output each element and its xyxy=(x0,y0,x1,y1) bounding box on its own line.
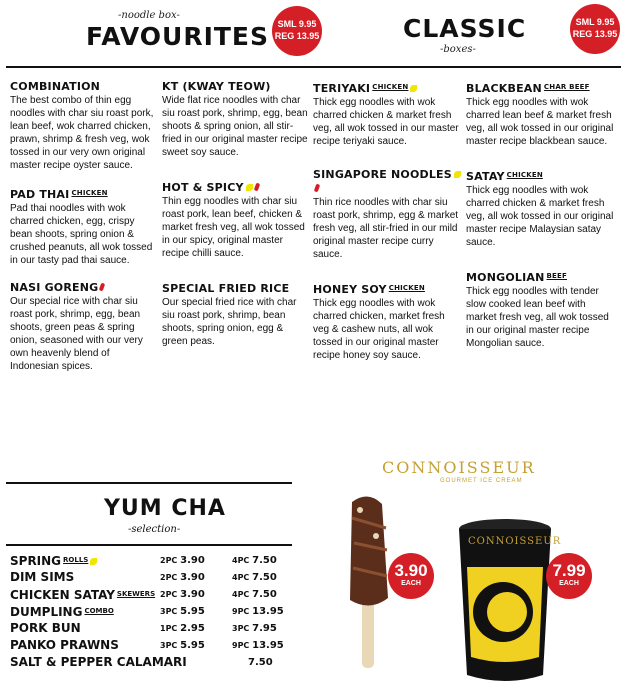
chili-icon xyxy=(99,283,105,292)
item-title: HONEY SOY $^{CHICKEN}$ xyxy=(313,283,425,296)
item-description: Pad thai noodles with wok charred chicken, egg, crispy bean shoots, spring onion & crushed peanuts, all wok tossed in our tasty pad thai sauce. xyxy=(10,203,153,266)
item-title: PAD THAI $^{CHICKEN}$ xyxy=(10,188,108,201)
yum-cha-divider xyxy=(6,482,292,484)
item-tag: CHICKEN xyxy=(71,189,108,197)
yum-cha-title: YUM CHA xyxy=(104,496,226,521)
chocolate-coating xyxy=(350,496,388,605)
item-description: Thin rice noodles with char siu roast pork, shrimp, egg & market fresh veg, all stir-fried in our mild original master recipe curry sauce. xyxy=(313,197,459,260)
item-description: Our special fried rice with char siu roast pork, shrimp, bean shoots, spring onion, egg & green peas. xyxy=(162,297,297,347)
item-tag: CHICKEN xyxy=(372,83,409,91)
item-title: SINGAPORE NOODLES xyxy=(313,168,461,196)
item-title: KT (KWAY TEOW) xyxy=(162,80,271,93)
classic-price-badge xyxy=(570,4,620,54)
menu-item-pad-thai[interactable] xyxy=(10,186,158,267)
item-description: Thin egg noodles with char siu roast pork, lean beef, chicken & market fresh veg, all wok tossed in our spicy, original master recipe chilli sauce. xyxy=(162,196,305,259)
vegetarian-leaf-icon xyxy=(90,558,97,565)
item-tag: CHICKEN xyxy=(506,171,543,179)
item-tag: BEEF xyxy=(546,272,567,280)
menu-item-nasi-goreng[interactable] xyxy=(10,281,158,373)
item-title: SPECIAL FRIED RICE xyxy=(162,282,290,295)
item-description: Wide flat rice noodles with char siu roast pork, shrimp, egg, bean shoots & spring onion, all stir-fried in our original master recipe sweet soy sauce. xyxy=(162,95,308,158)
menu-item-hot-spicy[interactable] xyxy=(162,181,310,260)
item-title: TERIYAKI $^{CHICKEN}$ xyxy=(313,80,461,96)
classic-column-2 xyxy=(466,80,618,357)
menu-item-teriyaki[interactable] xyxy=(313,80,461,148)
classic-title: CLASSIC xyxy=(403,14,527,43)
item-tag: CHICKEN xyxy=(388,284,425,292)
vegetarian-leaf-icon xyxy=(410,85,417,92)
vegetarian-leaf-icon xyxy=(454,171,461,178)
top-divider xyxy=(6,66,621,68)
classic-column-1 xyxy=(313,80,461,369)
menu-item-special-fried-rice[interactable] xyxy=(162,282,310,348)
stick-price-badge xyxy=(388,553,434,599)
vegetarian-leaf-icon xyxy=(246,184,253,191)
tub-price-unit: EACH xyxy=(559,580,579,587)
item-description: Thick egg noodles with wok charred chicken & market fresh veg, all wok tossed in our original master recipe Malaysian satay sauce. xyxy=(466,185,614,248)
connoisseur-subtitle: GOURMET ICE CREAM xyxy=(440,478,523,484)
stick-price-unit: EACH xyxy=(401,580,421,587)
chili-icon xyxy=(253,183,259,192)
yum-cha-row-pork-bun[interactable]: PORK BUN 1PC 2.95 3PC 7.95 xyxy=(10,621,277,635)
item-description: Our special rice with char siu roast pork, shrimp, egg, bean shoots, green peas & spring onion, seasoned with our very own heavenly blend of Indonesian spices. xyxy=(10,296,143,372)
menu-item-kt[interactable] xyxy=(162,80,310,159)
yum-cha-row-chicken-satay[interactable]: CHICKEN SATAY $^{SKEWERS}$ 2PC 3.90 4PC 7.50 xyxy=(10,588,277,602)
menu-header xyxy=(0,0,627,66)
menu-item-blackbean[interactable] xyxy=(466,80,618,148)
favourites-subtitle: -noodle box- xyxy=(118,10,180,21)
item-title: BLACKBEAN $^{CHAR BEEF}$ xyxy=(466,82,590,95)
yum-cha-row-dim-sims[interactable]: DIM SIMS 2PC 3.90 4PC 7.50 xyxy=(10,570,277,584)
favourites-column-1 xyxy=(10,80,158,380)
item-title: NASI GORENG xyxy=(10,281,158,295)
item-description: The best combo of thin egg noodles with char siu roast pork, lean beef, wok charred chicken, prawn, shrimp & fresh veg, wok tossed in our very own original master recipe oyster sauce. xyxy=(10,95,154,171)
menu-item-satay[interactable] xyxy=(466,168,618,249)
item-description: Thick egg noodles with tender slow cooked lean beef with market fresh veg, all wok tossed in our original master recipe Mongolian sauce. xyxy=(466,286,609,349)
classic-price-sml: SML 9.95 xyxy=(575,17,615,27)
menu-item-mongolian[interactable] xyxy=(466,269,618,350)
tub-price: 7.99 xyxy=(552,561,586,580)
yum-cha-list xyxy=(10,552,290,671)
yum-cha-row-salt-pepper-calamari[interactable]: SALT & PEPPER CALAMARI 7.50 xyxy=(10,655,273,669)
stick-price: 3.90 xyxy=(394,561,428,580)
menu-item-honey-soy[interactable] xyxy=(313,281,461,362)
yum-cha-row-panko-prawns[interactable]: PANKO PRAWNS 3PC 5.95 9PC 13.95 xyxy=(10,638,284,652)
item-title: SATAY $^{CHICKEN}$ xyxy=(466,170,543,183)
yum-cha-subtitle: -selection- xyxy=(128,524,181,535)
item-description: Thick egg noodles with wok charred chicken & market fresh veg, all wok tossed in our master recipe teriyaki sauce. xyxy=(313,97,459,147)
classic-price-reg: REG 13.95 xyxy=(572,29,618,39)
yum-cha-rule xyxy=(6,544,292,546)
classic-subtitle: -boxes- xyxy=(440,44,476,55)
item-description: Thick egg noodles with wok charred lean beef & market fresh veg, all wok tossed in our original master recipe blackbean sauce. xyxy=(466,97,614,147)
menu-item-singapore-noodles[interactable] xyxy=(313,168,461,261)
connoisseur-brand: CONNOISSEUR xyxy=(382,458,536,477)
item-title: MONGOLIAN $^{BEEF}$ xyxy=(466,271,567,284)
menu-item-combination[interactable] xyxy=(10,80,158,172)
favourites-price-reg: REG 13.95 xyxy=(274,31,320,41)
yum-cha-row-dumpling[interactable]: DUMPLING $^{COMBO}$ 3PC 5.95 9PC 13.95 xyxy=(10,605,284,619)
chili-icon xyxy=(314,184,320,193)
item-tag: CHAR BEEF xyxy=(543,83,590,91)
favourites-price-sml: SML 9.95 xyxy=(277,19,317,29)
favourites-price-badge xyxy=(272,6,322,56)
yum-cha-row-spring-rolls[interactable]: SPRING $^{ROLLS}$ 2PC 3.90 4PC 7.50 xyxy=(10,554,277,568)
tub-label: CONNOISSEUR xyxy=(468,536,562,547)
item-title: COMBINATION xyxy=(10,80,101,93)
favourites-column-2 xyxy=(162,80,310,355)
item-description: Thick egg noodles with wok charred chicken, market fresh veg & cashew nuts, all wok tossed in our original master recipe honey soy sauce. xyxy=(313,298,445,361)
favourites-title: FAVOURITES xyxy=(86,22,270,51)
tub-price-badge xyxy=(546,553,592,599)
item-title: HOT & SPICY xyxy=(162,181,310,195)
